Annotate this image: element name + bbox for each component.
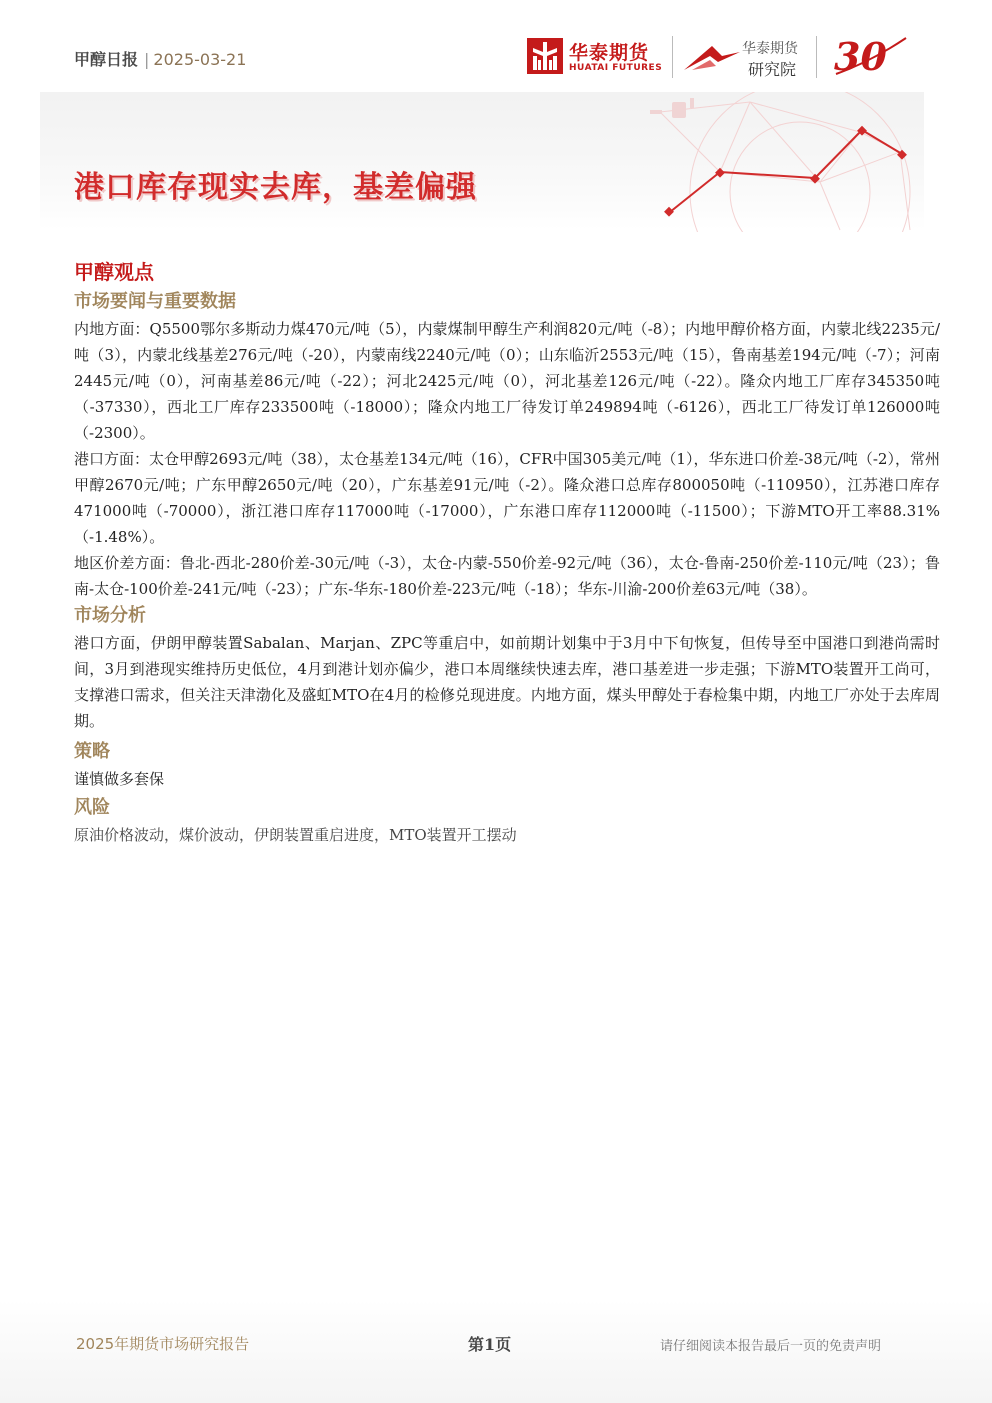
footer-report-name: 2025年期货市场研究报告 [76,1335,250,1353]
page-number: 第1页 [468,1335,512,1354]
huatai-logo-icon [527,38,563,74]
network-graphic-icon [600,92,924,232]
strategy-title: 策略 [74,741,110,762]
risk-text: 原油价格波动，煤价波动，伊朗装置重启进度，MTO装置开工摆动 [74,826,517,844]
institute-line1: 华泰期货 [742,41,798,57]
anniversary-number: 30 [834,34,887,79]
company-name-en: HUATAI FUTURES [569,63,663,73]
main-content [74,256,940,848]
top-header [0,0,992,92]
institute-swoosh-icon [682,40,742,76]
logo-divider-2 [816,36,817,78]
market-analysis-title: 市场分析 [74,605,146,626]
strategy-text: 谨慎做多套保 [74,770,165,788]
market-news-paragraph-3: 地区价差方面：鲁北-西北-280价差-30元/吨（-3），太仓-内蒙-550价差-92元/吨（36），太仓-鲁南-250价差-110元/吨（23）；鲁南-太仓-100价差-241元/吨（-23）；广东-华东-180价差-223元/吨（-18）；华东-川渝-200价差63元/吨（38）。 [74,554,940,598]
separator: | [144,50,150,69]
institute-line2: 研究院 [748,60,797,79]
anniversary-30-icon [830,32,910,80]
institute-logo [682,36,807,80]
disclaimer-note: 请仔细阅读本报告最后一页的免责声明 [660,1339,882,1354]
headline: 港口库存现实去库，基差偏强 [74,170,477,205]
section-title: 甲醇观点 [74,260,154,284]
market-analysis-text: 港口方面，伊朗甲醇装置Sabalan、Marjan、ZPC等重启中，如前期计划集中于3月中下旬恢复，但传导至中国港口到港尚需时间，3月到港现实维持历史低位，4月到港计划亦偏少，港口本周继续快速去库，港口基差进一步走强；下游MTO装置开工尚可，支撑港口需求，但关注天津渤化及盛虹MTO在4月的检修兑现进度。内地方面，煤头甲醇处于春检集中期，内地工厂亦处于去库周期。 [74,634,940,730]
report-type: 甲醇日报 [74,50,139,69]
risk-title: 风险 [74,797,110,818]
logo-divider [672,36,673,78]
company-name-cn: 华泰期货 [569,42,650,64]
anniversary-logo [830,32,910,80]
report-date: 2025-03-21 [153,50,247,69]
market-news-paragraph-1: 内地方面：Q5500鄂尔多斯动力煤470元/吨（5），内蒙煤制甲醇生产利润820元/吨（-8）；内地甲醇价格方面，内蒙北线2235元/吨（3），内蒙北线基差276元/吨（-20），内蒙南线2240元/吨（0）；山东临沂2553元/吨（15），鲁南基差194元/吨（-7）；河南2445元/吨（0），河南基差86元/吨（-22）；河北2425元/吨（0），河北基差126元/吨（-22）。隆众内地工厂库存345350吨（-37330），西北工厂库存233500吨（-18000）；隆众内地工厂待发订单249894吨（-6126），西北工厂待发订单126000吨（-2300）。 [74,320,940,442]
report-tag [74,47,246,70]
market-news-paragraph-2: 港口方面：太仓甲醇2693元/吨（38），太仓基差134元/吨（16），CFR中国305美元/吨（1），华东进口价差-38元/吨（-2），常州甲醇2670元/吨；广东甲醇2650元/吨（20），广东基差91元/吨（-2）。隆众港口总库存800050吨（-110950），江苏港口库存471000吨（-70000），浙江港口库存117000吨（-17000），广东港口库存112000吨（-11500）；下游MTO开工率88.31%（-1.48%）。 [74,450,940,546]
huatai-futures-logo [527,38,667,78]
market-news-title: 市场要闻与重要数据 [74,291,236,312]
